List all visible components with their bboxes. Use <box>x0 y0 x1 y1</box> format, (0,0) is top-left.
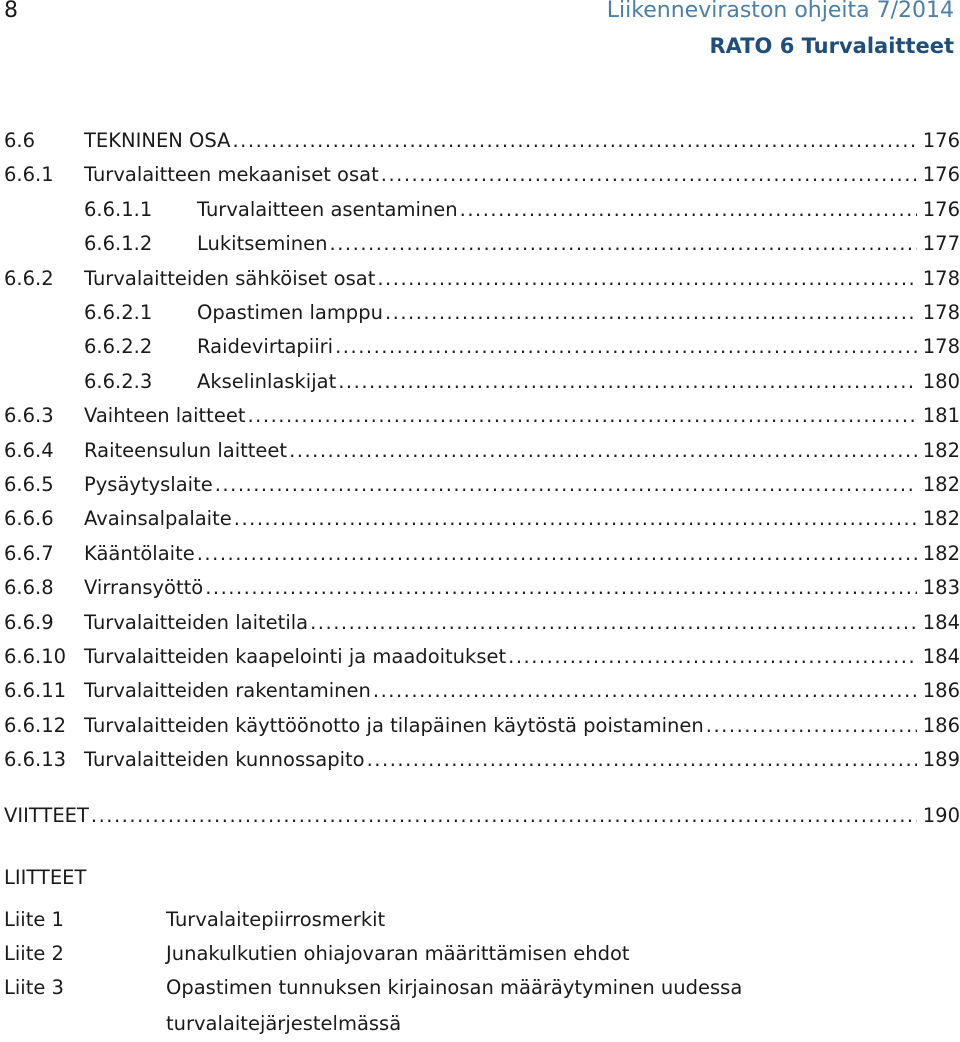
toc-entry-page: 184 <box>922 645 960 668</box>
toc-entry-title: Virransyöttö <box>84 576 204 600</box>
toc-leader <box>310 606 917 640</box>
toc-leader <box>706 709 917 743</box>
toc-entry-number: 6.6.9 <box>4 610 54 634</box>
toc-entry[interactable] <box>0 399 960 433</box>
toc-entry[interactable] <box>0 193 960 227</box>
toc-entry-title: Turvalaitteiden sähköiset osat <box>84 266 376 290</box>
header-document-title: RATO 6 Turvalaitteet <box>709 34 954 58</box>
toc-entry-number: 6.6.2.1 <box>84 301 153 324</box>
toc-entry-page: 183 <box>922 576 960 600</box>
toc-entry-number: 6.6.12 <box>4 713 67 737</box>
toc-entry-title: Avainsalpalaite <box>84 507 232 531</box>
toc-entry[interactable] <box>0 606 960 640</box>
toc-entry[interactable] <box>0 434 960 468</box>
toc-entry-page: 180 <box>922 369 960 393</box>
toc-entry-number: 6.6.1 <box>4 163 54 187</box>
appendix-label: Liite 1 <box>4 908 64 931</box>
toc-entry-title: Turvalaitteiden laitetila <box>84 610 309 634</box>
toc-leader <box>197 537 917 571</box>
header-organization: Liikenneviraston ohjeita 7/2014 <box>606 0 954 23</box>
toc-entry-page: 182 <box>922 438 960 462</box>
toc-entry-title: Turvalaitteiden rakentaminen <box>84 679 371 703</box>
toc-leader <box>385 296 917 330</box>
toc-entry-page: 178 <box>922 266 960 290</box>
toc-entry-number: 6.6.8 <box>4 576 54 600</box>
toc-entry-number: 6.6.1.1 <box>84 197 153 221</box>
toc-leader <box>234 502 917 536</box>
toc-entry[interactable] <box>0 537 960 571</box>
toc-entry-number: 6.6.2.2 <box>84 335 153 359</box>
toc-entry[interactable] <box>0 571 960 605</box>
toc-leader <box>508 640 917 674</box>
toc-leader <box>377 262 917 296</box>
toc-leader <box>335 330 917 364</box>
toc-entry-title: VIITTEET <box>4 804 89 827</box>
appendix-title: Junakulkutien ohiajovaran määrittämisen ehdot <box>166 942 630 965</box>
toc-entry[interactable] <box>0 227 960 261</box>
toc-entry-number: 6.6.1.2 <box>84 232 153 256</box>
toc-entry[interactable] <box>0 296 960 330</box>
toc-entry[interactable] <box>0 124 960 158</box>
toc-entry[interactable] <box>0 330 960 364</box>
toc-entry[interactable] <box>0 365 960 399</box>
toc-entry-title: Kääntölaite <box>84 541 195 565</box>
toc-entry-page: 178 <box>922 301 960 324</box>
toc-entry-number: 6.6.5 <box>4 473 54 496</box>
toc-entry-title: Raidevirtapiiri <box>197 335 334 359</box>
toc-entry[interactable] <box>0 502 960 536</box>
toc-entry-page: 189 <box>922 748 960 772</box>
toc-entry-number: 6.6.13 <box>4 748 67 772</box>
toc-entry-title: Pysäytyslaite <box>84 473 213 496</box>
toc-entry-title: Turvalaitteen asentaminen <box>197 197 458 221</box>
toc-leader <box>381 158 917 192</box>
toc-entry-page: 182 <box>922 507 960 531</box>
toc-entry-title: Turvalaitteiden käyttöönotto ja tilapäinen käytöstä poistaminen <box>84 713 704 737</box>
toc-entry-references[interactable] <box>0 799 960 833</box>
appendix-title: Turvalaitepiirrosmerkit <box>166 908 386 931</box>
toc-entry[interactable] <box>0 468 960 502</box>
toc-entry-page: 178 <box>922 335 960 359</box>
toc-entry-title: Raiteensulun laitteet <box>84 438 288 462</box>
toc-leader <box>460 193 917 227</box>
toc-entry-page: 181 <box>922 404 960 428</box>
toc-leader <box>367 743 917 777</box>
toc-entry-number: 6.6.4 <box>4 438 54 462</box>
toc-entry-title: TEKNINEN OSA <box>84 129 231 152</box>
page-number: 8 <box>4 0 18 23</box>
toc-entry-title: Turvalaitteen mekaaniset osat <box>84 163 379 187</box>
toc-entry-number: 6.6.3 <box>4 404 54 428</box>
toc-leader <box>91 799 917 833</box>
toc-entry-number: 6.6 <box>4 129 36 152</box>
toc-entry-title: Turvalaitteiden kunnossapito <box>84 748 365 772</box>
toc-entry-number: 6.6.11 <box>4 679 67 703</box>
toc-entry-title: Akselinlaskijat <box>197 369 337 393</box>
toc-entry-number: 6.6.7 <box>4 541 54 565</box>
toc-leader <box>205 571 917 605</box>
toc-entry-page: 182 <box>922 541 960 565</box>
toc-entry-title: Vaihteen laitteet <box>84 404 246 428</box>
toc-leader <box>338 365 917 399</box>
toc-entry[interactable] <box>0 709 960 743</box>
toc-entry[interactable] <box>0 640 960 674</box>
toc-entry-number: 6.6.2.3 <box>84 369 153 393</box>
toc-entry[interactable] <box>0 674 960 708</box>
appendix-label: Liite 3 <box>4 976 64 999</box>
toc-entry-number: 6.6.6 <box>4 507 54 531</box>
toc-leader <box>373 674 917 708</box>
toc-entry-page: 182 <box>922 473 960 496</box>
toc-entry-page: 184 <box>922 610 960 634</box>
toc-entry[interactable] <box>0 743 960 777</box>
toc-entry-title: Turvalaitteiden kaapelointi ja maadoitukset <box>84 645 507 668</box>
toc-entry-number: 6.6.2 <box>4 266 54 290</box>
toc-leader <box>330 227 917 261</box>
toc-entry-number: 6.6.10 <box>4 645 67 668</box>
toc-leader <box>232 124 917 158</box>
toc-leader <box>215 468 917 502</box>
appendix-title: Opastimen tunnuksen kirjainosan määräytyminen uudessa turvalaitejärjestelmässä <box>166 976 743 1035</box>
toc-entry-page: 176 <box>922 163 960 187</box>
toc-entry-title: Opastimen lamppu <box>197 301 383 324</box>
toc-entry-title: Lukitseminen <box>197 232 328 256</box>
appendix-label: Liite 2 <box>4 942 64 965</box>
toc-entry-page: 186 <box>922 713 960 737</box>
appendices-heading: LIITTEET <box>4 866 87 889</box>
toc-entry-page: 190 <box>922 804 960 827</box>
toc-entry[interactable] <box>0 158 960 192</box>
toc-entry-page: 176 <box>922 197 960 221</box>
toc-leader <box>247 399 917 433</box>
toc-entry-page: 177 <box>922 232 960 256</box>
toc-entry[interactable] <box>0 262 960 296</box>
toc-leader <box>289 434 917 468</box>
toc-entry-page: 176 <box>922 129 960 152</box>
toc-entry-page: 186 <box>922 679 960 703</box>
